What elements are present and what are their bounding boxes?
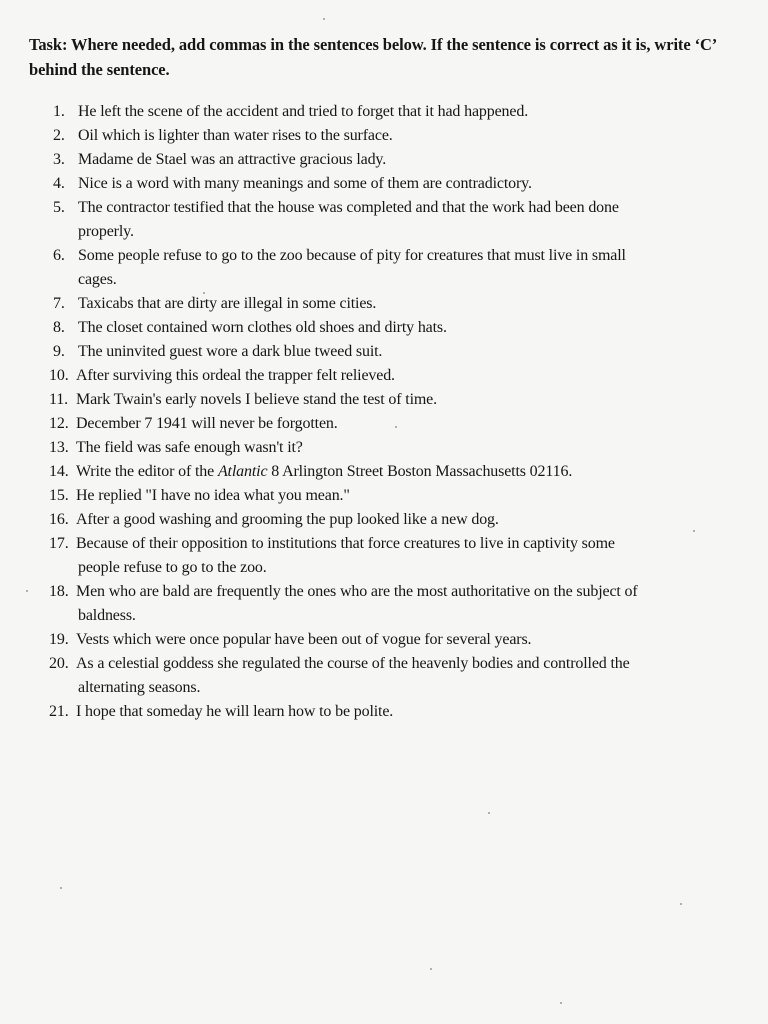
sentence-text bbox=[78, 412, 749, 436]
sentence-text bbox=[78, 340, 749, 364]
sentence-text bbox=[78, 196, 749, 244]
sentence-item bbox=[29, 652, 749, 700]
item-number: 3. bbox=[53, 151, 65, 168]
sentence-item bbox=[29, 580, 749, 628]
sentence-line: After a good washing and grooming the pup looked like a new dog. bbox=[76, 511, 499, 528]
item-number: 2. bbox=[53, 127, 65, 144]
item-number: 21. bbox=[49, 703, 69, 720]
sentence-line: I hope that someday he will learn how to be polite. bbox=[76, 703, 394, 720]
sentence-line: Men who are bald are frequently the ones who are the most authoritative on the subject of bbox=[76, 583, 638, 600]
sentence-continuation-line: baldness. bbox=[78, 607, 136, 624]
sentence-text bbox=[78, 364, 749, 388]
sentence-line: Because of their opposition to institutions that force creatures to live in captivity some bbox=[76, 535, 615, 552]
sentence-line: The uninvited guest wore a dark blue tweed suit. bbox=[78, 343, 383, 360]
scan-speck bbox=[60, 887, 62, 889]
sentence-text bbox=[78, 100, 749, 124]
sentence-line: The contractor testified that the house was completed and that the work had been done bbox=[78, 199, 619, 216]
sentence-item bbox=[29, 244, 749, 292]
scan-speck bbox=[26, 590, 28, 592]
sentence-text bbox=[78, 244, 749, 292]
sentence-line: Vests which were once popular have been out of vogue for several years. bbox=[76, 631, 532, 648]
item-number: 12. bbox=[49, 415, 69, 432]
sentence-text bbox=[78, 436, 749, 460]
sentence-text bbox=[78, 700, 749, 724]
sentence-text bbox=[78, 628, 749, 652]
sentence-item bbox=[29, 340, 749, 364]
sentence-line: As a celestial goddess she regulated the course of the heavenly bodies and controlled the bbox=[76, 655, 630, 672]
scan-speck bbox=[488, 812, 490, 814]
item-number: 1. bbox=[53, 103, 65, 120]
sentence-item bbox=[29, 484, 749, 508]
sentence-item bbox=[29, 172, 749, 196]
sentence-continuation-line: alternating seasons. bbox=[78, 679, 201, 696]
sentence-line: He replied "I have no idea what you mean." bbox=[76, 487, 350, 504]
item-number: 6. bbox=[53, 247, 65, 264]
sentence-item bbox=[29, 532, 749, 580]
sentence-text bbox=[78, 484, 749, 508]
item-number: 7. bbox=[53, 295, 65, 312]
sentence-text bbox=[78, 508, 749, 532]
item-number: 5. bbox=[53, 199, 65, 216]
item-number: 14. bbox=[49, 463, 69, 480]
sentence-item bbox=[29, 316, 749, 340]
item-number: 18. bbox=[49, 583, 69, 600]
sentence-item bbox=[29, 292, 749, 316]
sentence-text bbox=[78, 292, 749, 316]
sentence-text bbox=[78, 388, 749, 412]
sentence-item bbox=[29, 628, 749, 652]
sentence-text bbox=[76, 460, 749, 484]
sentence-text bbox=[78, 124, 749, 148]
scan-speck bbox=[560, 1002, 562, 1004]
sentence-item bbox=[29, 412, 749, 436]
item-number: 15. bbox=[49, 487, 69, 504]
sentence-line: Oil which is lighter than water rises to the surface. bbox=[78, 127, 393, 144]
sentence-continuation-line: people refuse to go to the zoo. bbox=[78, 559, 267, 576]
sentence-item bbox=[29, 388, 749, 412]
sentence-text bbox=[78, 580, 749, 628]
item-number: 17. bbox=[49, 535, 69, 552]
scan-speck bbox=[430, 968, 432, 970]
item-number: 9. bbox=[53, 343, 65, 360]
item-number: 4. bbox=[53, 175, 65, 192]
sentence-item bbox=[29, 364, 749, 388]
sentence-line: Mark Twain's early novels I believe stand the test of time. bbox=[76, 391, 437, 408]
task-instructions: Task: Where needed, add commas in the sentences below. If the sentence is correct as it is, write ‘C’ behind the sentence. bbox=[29, 35, 716, 79]
sentence-line: The field was safe enough wasn't it? bbox=[76, 439, 303, 456]
sentence-text bbox=[78, 532, 749, 580]
sentence-line: December 7 1941 will never be forgotten. bbox=[76, 415, 338, 432]
sentence-line: The closet contained worn clothes old shoes and dirty hats. bbox=[78, 319, 447, 336]
sentence-item bbox=[29, 196, 749, 244]
sentence-item bbox=[29, 508, 749, 532]
sentence-text-pre: Write the editor of the bbox=[76, 463, 218, 480]
sentence-item bbox=[29, 460, 749, 484]
item-number: 19. bbox=[49, 631, 69, 648]
scan-speck bbox=[395, 426, 397, 428]
scan-speck bbox=[203, 292, 205, 294]
magazine-title: Atlantic bbox=[217, 463, 268, 480]
item-number: 20. bbox=[49, 655, 69, 672]
sentence-line: Nice is a word with many meanings and some of them are contradictory. bbox=[78, 175, 532, 192]
sentence-item bbox=[29, 100, 749, 124]
sentence-list bbox=[29, 100, 749, 724]
sentence-line: After surviving this ordeal the trapper felt relieved. bbox=[76, 367, 395, 384]
sentence-item bbox=[29, 436, 749, 460]
scan-speck bbox=[323, 18, 325, 20]
item-number: 16. bbox=[49, 511, 69, 528]
sentence-line: Madame de Stael was an attractive gracious lady. bbox=[78, 151, 387, 168]
sentence-item bbox=[29, 124, 749, 148]
sentence-text bbox=[78, 148, 749, 172]
item-number: 11. bbox=[49, 391, 68, 408]
sentence-item bbox=[29, 148, 749, 172]
sentence-continuation-line: cages. bbox=[78, 271, 117, 288]
sentence-text-post: 8 Arlington Street Boston Massachusetts 02116. bbox=[267, 463, 573, 480]
sentence-text bbox=[78, 172, 749, 196]
scan-speck bbox=[693, 530, 695, 532]
item-number: 8. bbox=[53, 319, 65, 336]
sentence-line: Some people refuse to go to the zoo because of pity for creatures that must live in small bbox=[78, 247, 626, 264]
sentence-text bbox=[78, 316, 749, 340]
scan-speck bbox=[680, 903, 682, 905]
item-number: 13. bbox=[49, 439, 69, 456]
sentence-item bbox=[29, 700, 749, 724]
sentence-line: Taxicabs that are dirty are illegal in some cities. bbox=[78, 295, 377, 312]
sentence-line: He left the scene of the accident and tried to forget that it had happened. bbox=[78, 103, 529, 120]
sentence-continuation-line: properly. bbox=[78, 223, 134, 240]
item-number: 10. bbox=[49, 367, 69, 384]
sentence-text bbox=[78, 652, 749, 700]
